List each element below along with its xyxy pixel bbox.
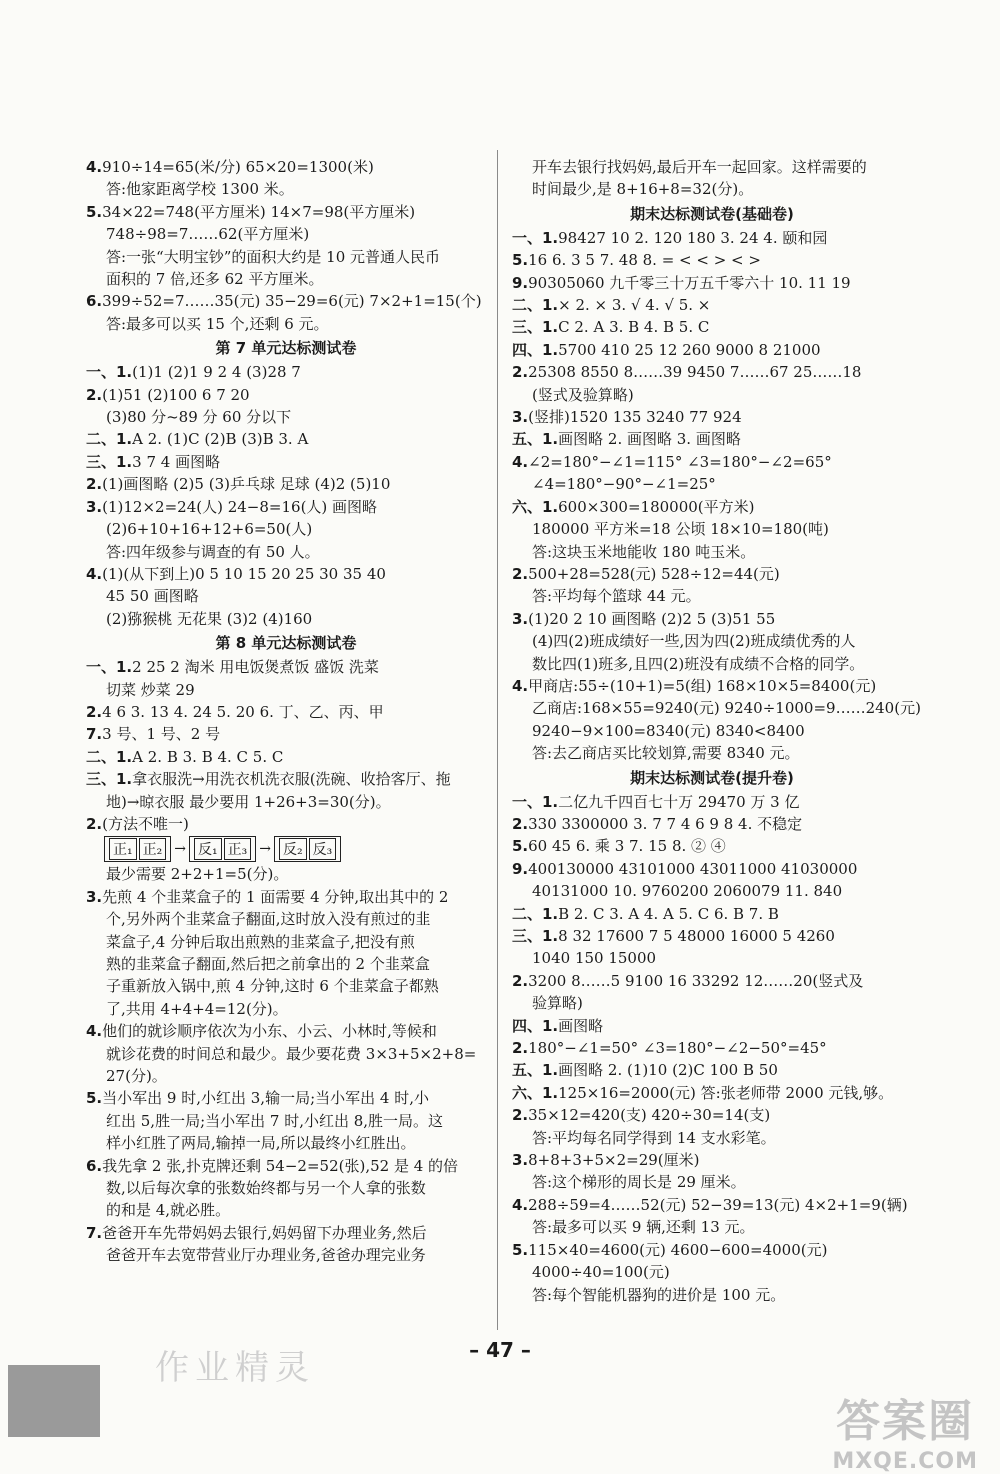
question-number: 2. [512,971,529,990]
answer-continuation [512,156,912,178]
answer-text: 答:最多可以买 9 辆,还剩 13 元。 [532,1218,755,1237]
answer-continuation [512,1216,912,1238]
watermark-left: 作业精灵 [155,1348,315,1388]
answer-text: 答:每个智能机器狗的进价是 100 元。 [532,1285,786,1304]
answer-text: (2)猕猴桃 无花果 (3)2 (4)160 [106,609,313,628]
question-number: 5. [86,1089,103,1108]
question-number: 4. [512,1195,529,1214]
section-heading: 期末达标测试卷(提升卷) [630,768,794,787]
answer-continuation [86,931,486,953]
answer-line [512,294,912,316]
answer-text: 330 3300000 3. 7 7 4 6 9 8 4. 不稳定 [528,814,803,833]
answer-text: (1)51 (2)100 6 7 20 [102,385,250,404]
question-number: 5. [86,202,103,221]
answer-continuation [86,1244,486,1266]
left-column [86,156,486,1267]
answer-text: 3200 8……5 9100 16 33292 12……20(竖式及 [528,971,864,990]
question-number: 7. [86,725,103,744]
answer-text: 时间最少,是 8+16+8=32(分)。 [532,180,754,199]
answer-continuation [86,1110,486,1132]
section-heading: 第 7 单元达标测试卷 [215,339,357,358]
question-number: 一、1. [512,792,559,811]
question-number: 6. [86,292,103,311]
answer-line [512,858,912,880]
answer-line [512,428,912,450]
answer-continuation [86,268,486,290]
answer-text: 答:最多可以买 15 个,还剩 6 元。 [106,314,329,333]
question-number: 三、1. [512,927,559,945]
answer-line [86,201,486,223]
question-number: 3. [86,887,103,906]
watermark-domain: MXQE.COM [832,1449,978,1474]
question-number: 2. [512,1106,529,1125]
question-number: 二、1. [86,747,133,766]
answer-text: 16 6. 3 5 7. 48 8. = < < > < > [528,251,761,270]
answer-line [512,903,912,925]
answer-text: 验算略) [532,994,583,1013]
question-number: 三、1. [86,770,133,789]
answer-text: (1)1 (2)1 9 2 4 (3)28 7 [132,363,301,382]
page-number: – 47 – [469,1338,531,1362]
answer-text: 2 25 2 淘米 用电饭煲煮饭 盛饭 洗菜 [132,658,379,677]
answer-text: 他们的就诊顺序依次为小东、小云、小林时,等候和 [102,1022,437,1041]
answer-text: 35×12=420(支) 420÷30=14(支) [528,1106,771,1125]
answer-line [512,249,912,271]
answer-continuation [512,585,912,607]
answer-continuation [512,742,912,764]
coin-cell: 反₃ [309,838,337,860]
answer-line [86,563,486,585]
answer-text: 288÷59=4……52(元) 52−39=13(元) 4×2+1=9(辆) [528,1195,908,1214]
answer-continuation [86,953,486,975]
answer-continuation [86,585,486,607]
answer-continuation [86,975,486,997]
answer-text: 乙商店:168×55=9240(元) 9240÷1000=9……240(元) [532,699,921,718]
answer-text: × 2. × 3. √ 4. √ 5. × [558,296,711,315]
question-number: 二、1. [512,904,559,923]
answer-continuation [86,178,486,200]
answer-text: 甲商店:55÷(10+1)=5(组) 168×10×5=8400(元) [528,676,877,695]
answer-text: 答:一张“大明宝钞”的面积大约是 10 元普通人民币 [106,247,441,266]
answer-line [512,1149,912,1171]
answer-text: 答:去乙商店买比较划算,需要 8340 元。 [532,744,800,763]
answer-text: 3 7 4 画图略 [132,452,221,471]
question-number: 六、1. [512,497,559,516]
answer-continuation [512,947,912,969]
answer-text: 了,共用 4+4+4=12(分)。 [106,999,288,1018]
answer-line [512,925,912,947]
answer-line [86,1020,486,1042]
answer-continuation [512,1284,912,1306]
answer-text: 500+28=528(元) 528÷12=44(元) [528,564,780,583]
answer-continuation [86,998,486,1020]
arrow-icon: → [259,841,271,858]
answer-text: 1040 150 15000 [532,949,657,968]
answer-text: A 2. (1)C (2)B (3)B 3. A [132,430,309,449]
answer-continuation [86,518,486,540]
answer-text: 748÷98=7……62(平方厘米) [106,225,310,244]
arrow-icon: → [174,841,186,858]
answer-text: 8 32 17600 7 5 48000 16000 5 4260 [558,927,835,945]
answer-line [512,1082,912,1104]
answer-text: 180°−∠1=50° ∠3=180°−∠2−50°=45° [528,1039,827,1058]
answer-line [86,496,486,518]
answer-text: (3)80 分~89 分 60 分以下 [106,408,292,427]
right-column [512,156,921,1306]
answer-text: 就诊花费的时间总和最少。最少要花费 3×3+5×2+8= [106,1044,477,1063]
answer-line [512,813,912,835]
section-heading: 第 8 单元达标测试卷 [215,634,357,653]
question-number: 5. [512,251,529,270]
question-number: 2. [86,814,103,833]
answer-line [512,316,912,338]
answer-continuation [86,1065,486,1087]
answer-line [512,1239,912,1261]
answer-continuation [86,313,486,335]
answer-line [86,768,486,790]
answer-line [512,835,912,857]
answer-text: 的和是 4,就必胜。 [106,1201,231,1220]
question-number: 4. [512,676,529,695]
answer-line [86,361,486,383]
answer-continuation [86,1177,486,1199]
answer-text: C 2. A 3. B 4. B 5. C [558,318,710,337]
answer-continuation [512,384,912,406]
answer-text: 画图略 [558,1016,604,1035]
answer-text: B 2. C 3. A 4. A 5. C 6. B 7. B [558,904,779,923]
answer-text: 答:他家距离学校 1300 米。 [106,180,294,199]
answer-line [512,1037,912,1059]
question-number: 一、1. [86,363,133,382]
question-number: 5. [512,837,529,856]
question-number: 2. [512,363,529,382]
question-number: 2. [512,1039,529,1058]
answer-continuation [512,697,921,719]
question-number: 3. [512,609,529,628]
answer-continuation [86,608,486,630]
answer-text: 45 50 画图略 [106,587,199,606]
answer-text: 切菜 炒菜 29 [106,680,195,699]
question-number: 2. [86,475,103,494]
answer-continuation [86,1043,486,1065]
answer-text: (1)画图略 (2)5 (3)乒乓球 足球 (4)2 (5)10 [102,475,391,494]
answer-text: (1)20 2 10 画图略 (2)2 5 (3)51 55 [528,609,776,628]
question-number: 9. [512,273,529,292]
answer-line [512,675,912,697]
answer-text: 拿衣服洗→用洗衣机洗衣服(洗碗、收拾客厅、拖 [132,770,451,789]
coin-cell: 正₃ [224,838,252,860]
answer-line [86,813,486,835]
answer-text: 90305060 九千零三十万五千零六十 10. 11 19 [528,273,851,292]
answer-line [512,1194,912,1216]
answer-line [86,473,486,495]
answer-line [86,451,486,473]
answer-line [86,1155,486,1177]
answer-text: 4 6 3. 13 4. 24 5. 20 6. 丁、乙、丙、甲 [102,702,384,721]
answer-text: 125×16=2000(元) 答:张老师带 2000 元钱,够。 [558,1083,894,1102]
answer-continuation [86,1132,486,1154]
question-number: 4. [86,564,103,583]
answer-text: 子重新放入锅中,煎 4 分钟,这时 6 个韭菜盒子都熟 [106,977,439,996]
answer-text: (竖式及验算略) [532,385,634,404]
answer-line [512,1015,912,1037]
watermark-right [832,1385,978,1474]
question-number: 6. [86,1156,103,1175]
answer-line [86,1222,486,1244]
step-group [274,836,341,862]
answer-text: 600×300=180000(平方米) [558,497,755,516]
answer-text: 菜盒子,4 分钟后取出煎熟的韭菜盒子,把没有煎 [106,932,415,951]
question-number: 四、1. [512,1016,559,1035]
coin-cell: 正₂ [139,838,167,860]
question-number: 3. [512,1151,529,1170]
answer-text: 爸爸开车先带妈妈去银行,妈妈留下办理业务,然后 [102,1223,427,1242]
answer-text: 25308 8550 8……39 9450 7……67 25……18 [528,363,862,382]
answer-line [86,886,486,908]
step-group [104,836,171,862]
answer-text: 数,以后每次拿的张数始终都与另一个人拿的张数 [106,1179,426,1198]
answer-line [512,1059,912,1081]
answer-line [86,723,486,745]
answer-continuation [512,1127,912,1149]
answer-continuation [86,863,486,885]
answer-text: 98427 10 2. 120 180 3. 24 4. 颐和园 [558,228,828,247]
question-number: 7. [86,1223,103,1242]
answer-text: 910÷14=65(米/分) 65×20=1300(米) [102,158,374,176]
answer-text: 答:四年级参与调查的有 50 人。 [106,542,320,561]
answer-text: 答:这块玉米地能收 180 吨玉米。 [532,542,756,561]
question-number: 3. [512,408,529,427]
answer-line [86,656,486,678]
answer-continuation [86,908,486,930]
question-number: 五、1. [512,430,559,449]
question-number: 五、1. [512,1061,559,1080]
answer-continuation [86,406,486,428]
step-group [189,836,256,862]
answer-continuation [512,1261,912,1283]
answer-text: 样小红胜了两局,输掉一局,所以最终小红胜出。 [106,1134,416,1153]
question-number: 2. [86,385,103,404]
coin-cell: 反₂ [279,838,307,860]
answer-line [512,361,912,383]
answer-continuation [512,992,912,1014]
answer-line [512,1104,912,1126]
answer-text: 9240−9×100=8340(元) 8340<8400 [532,721,805,740]
coin-cell: 反₁ [194,838,222,860]
watermark-logo-text: 答案圈 [836,1396,975,1447]
answer-continuation [86,679,486,701]
answer-continuation [86,1199,486,1221]
answer-text: 面积的 7 倍,还多 62 平方厘米。 [106,270,324,289]
answer-line [512,339,912,361]
answer-text: 5700 410 25 12 260 9000 8 21000 [558,340,821,359]
answer-line [86,384,486,406]
question-number: 四、1. [512,340,559,359]
answer-line [86,1087,486,1109]
question-number: 3. [86,497,103,516]
answer-text: 画图略 2. 画图略 3. 画图略 [558,430,741,449]
answer-text: 画图略 2. (1)10 (2)C 100 B 50 [558,1061,778,1080]
question-number: 2. [86,702,103,721]
answer-line [512,451,912,473]
answer-continuation [86,791,486,813]
answer-text: 答:平均每个篮球 44 元。 [532,587,701,606]
question-number: 9. [512,859,529,878]
answer-text: 答:这个梯形的周长是 29 厘米。 [532,1173,746,1192]
answer-text: 3 号、1 号、2 号 [102,725,221,744]
question-number: 4. [86,158,103,176]
answer-text: ∠4=180°−90°−∠1=25° [532,475,716,494]
answer-text: 我先拿 2 张,扑克牌还剩 54−2=52(张),52 是 4 的倍 [102,1156,459,1175]
answer-text: 爸爸开车去宽带营业厅办理业务,爸爸办理完业务 [106,1246,426,1265]
question-number: 三、1. [512,318,559,337]
answer-text: 最少需要 2+2+1=5(分)。 [106,865,289,884]
answer-text: 答:平均每名同学得到 14 支水彩笔。 [532,1128,776,1147]
answer-continuation [86,246,486,268]
answer-line [512,406,912,428]
question-number: 2. [512,814,529,833]
answer-text: 400130000 43101000 43011000 41030000 [528,859,858,878]
answer-continuation [512,653,912,675]
answer-text: 34×22=748(平方厘米) 14×7=98(平方厘米) [102,202,416,221]
answer-text: (1)12×2=24(人) 24−8=16(人) 画图略 [102,497,378,516]
answer-text: A 2. B 3. B 4. C 5. C [132,747,284,766]
answer-continuation [512,630,912,652]
answer-text: (竖排)1520 135 3240 77 924 [528,408,742,427]
answer-continuation [86,223,486,245]
answer-line [512,496,912,518]
column-divider [497,150,498,1330]
answer-continuation [512,720,912,742]
answer-text: 地)→晾衣服 最少要用 1+26+3=30(分)。 [106,792,391,811]
question-number: 一、1. [512,228,559,247]
answer-text: 40131000 10. 9760200 2060079 11. 840 [532,882,843,901]
coin-cell: 正₁ [109,838,137,860]
answer-text: 先煎 4 个韭菜盒子的 1 面需要 4 分钟,取出其中的 2 [102,887,449,906]
answer-text: (4)四(2)班成绩好一些,因为四(2)班成绩优秀的人 [532,632,856,651]
answer-continuation [512,880,912,902]
answer-text: 8+8+3+5×2=29(厘米) [528,1151,700,1170]
question-number: 一、1. [86,658,133,677]
answer-text: 180000 平方米=18 公顷 18×10=180(吨) [532,520,829,539]
answer-continuation [512,541,912,563]
answer-text: 红出 5,胜一局;当小军出 7 时,小红出 8,胜一局。这 [106,1111,444,1130]
answer-text: (方法不唯一) [102,814,189,833]
answer-text: 60 45 6. 乘 3 7. 15 8. ② ④ [528,837,726,856]
corner-block [8,1365,100,1437]
answer-line [512,608,912,630]
answer-line [512,791,912,813]
answer-text: 熟的韭菜盒子翻面,然后把之前拿出的 2 个韭菜盒 [106,955,430,973]
answer-text: 个,另外两个韭菜盒子翻面,这时放入没有煎过的韭 [106,910,431,929]
answer-line [512,970,912,992]
answer-text: 数比四(1)班多,且四(2)班没有成绩不合格的同学。 [532,654,865,673]
answer-line [512,227,912,249]
answer-continuation [512,518,912,540]
answer-text: 当小军出 9 时,小红出 3,输一局;当小军出 4 时,小 [102,1089,429,1108]
question-number: 2. [512,564,529,583]
answer-continuation [86,541,486,563]
answer-line [512,272,912,294]
answer-text: (1)(从下到上)0 5 10 15 20 25 30 35 40 [102,564,386,583]
answer-text: 399÷52=7……35(元) 35−29=6(元) 7×2+1=15(个) [102,292,482,311]
answer-text: 115×40=4600(元) 4600−600=4000(元) [528,1240,828,1259]
answer-line [86,290,486,312]
answer-text: 4000÷40=100(元) [532,1263,670,1282]
step-diagram [86,835,486,863]
answer-continuation [512,473,912,495]
section-heading: 期末达标测试卷(基础卷) [630,204,794,223]
answer-text: (2)6+10+16+12+6=50(人) [106,520,313,539]
question-number: 六、1. [512,1083,559,1102]
answer-line [86,156,486,178]
question-number: 二、1. [512,296,559,315]
answer-continuation [512,1171,912,1193]
question-number: 5. [512,1240,529,1259]
answer-line [86,428,486,450]
answer-line [512,563,912,585]
answer-line [86,701,486,723]
question-number: 4. [512,452,529,471]
answer-continuation [512,178,912,200]
answer-line [86,746,486,768]
question-number: 三、1. [86,452,133,471]
answer-text: 27(分)。 [106,1067,167,1086]
question-number: 二、1. [86,430,133,449]
answer-text: 开车去银行找妈妈,最后开车一起回家。这样需要的 [532,158,867,176]
answer-text: 二亿九千四百七十万 29470 万 3 亿 [558,792,800,811]
question-number: 4. [86,1022,103,1041]
answer-text: ∠2=180°−∠1=115° ∠3=180°−∠2=65° [528,452,832,471]
